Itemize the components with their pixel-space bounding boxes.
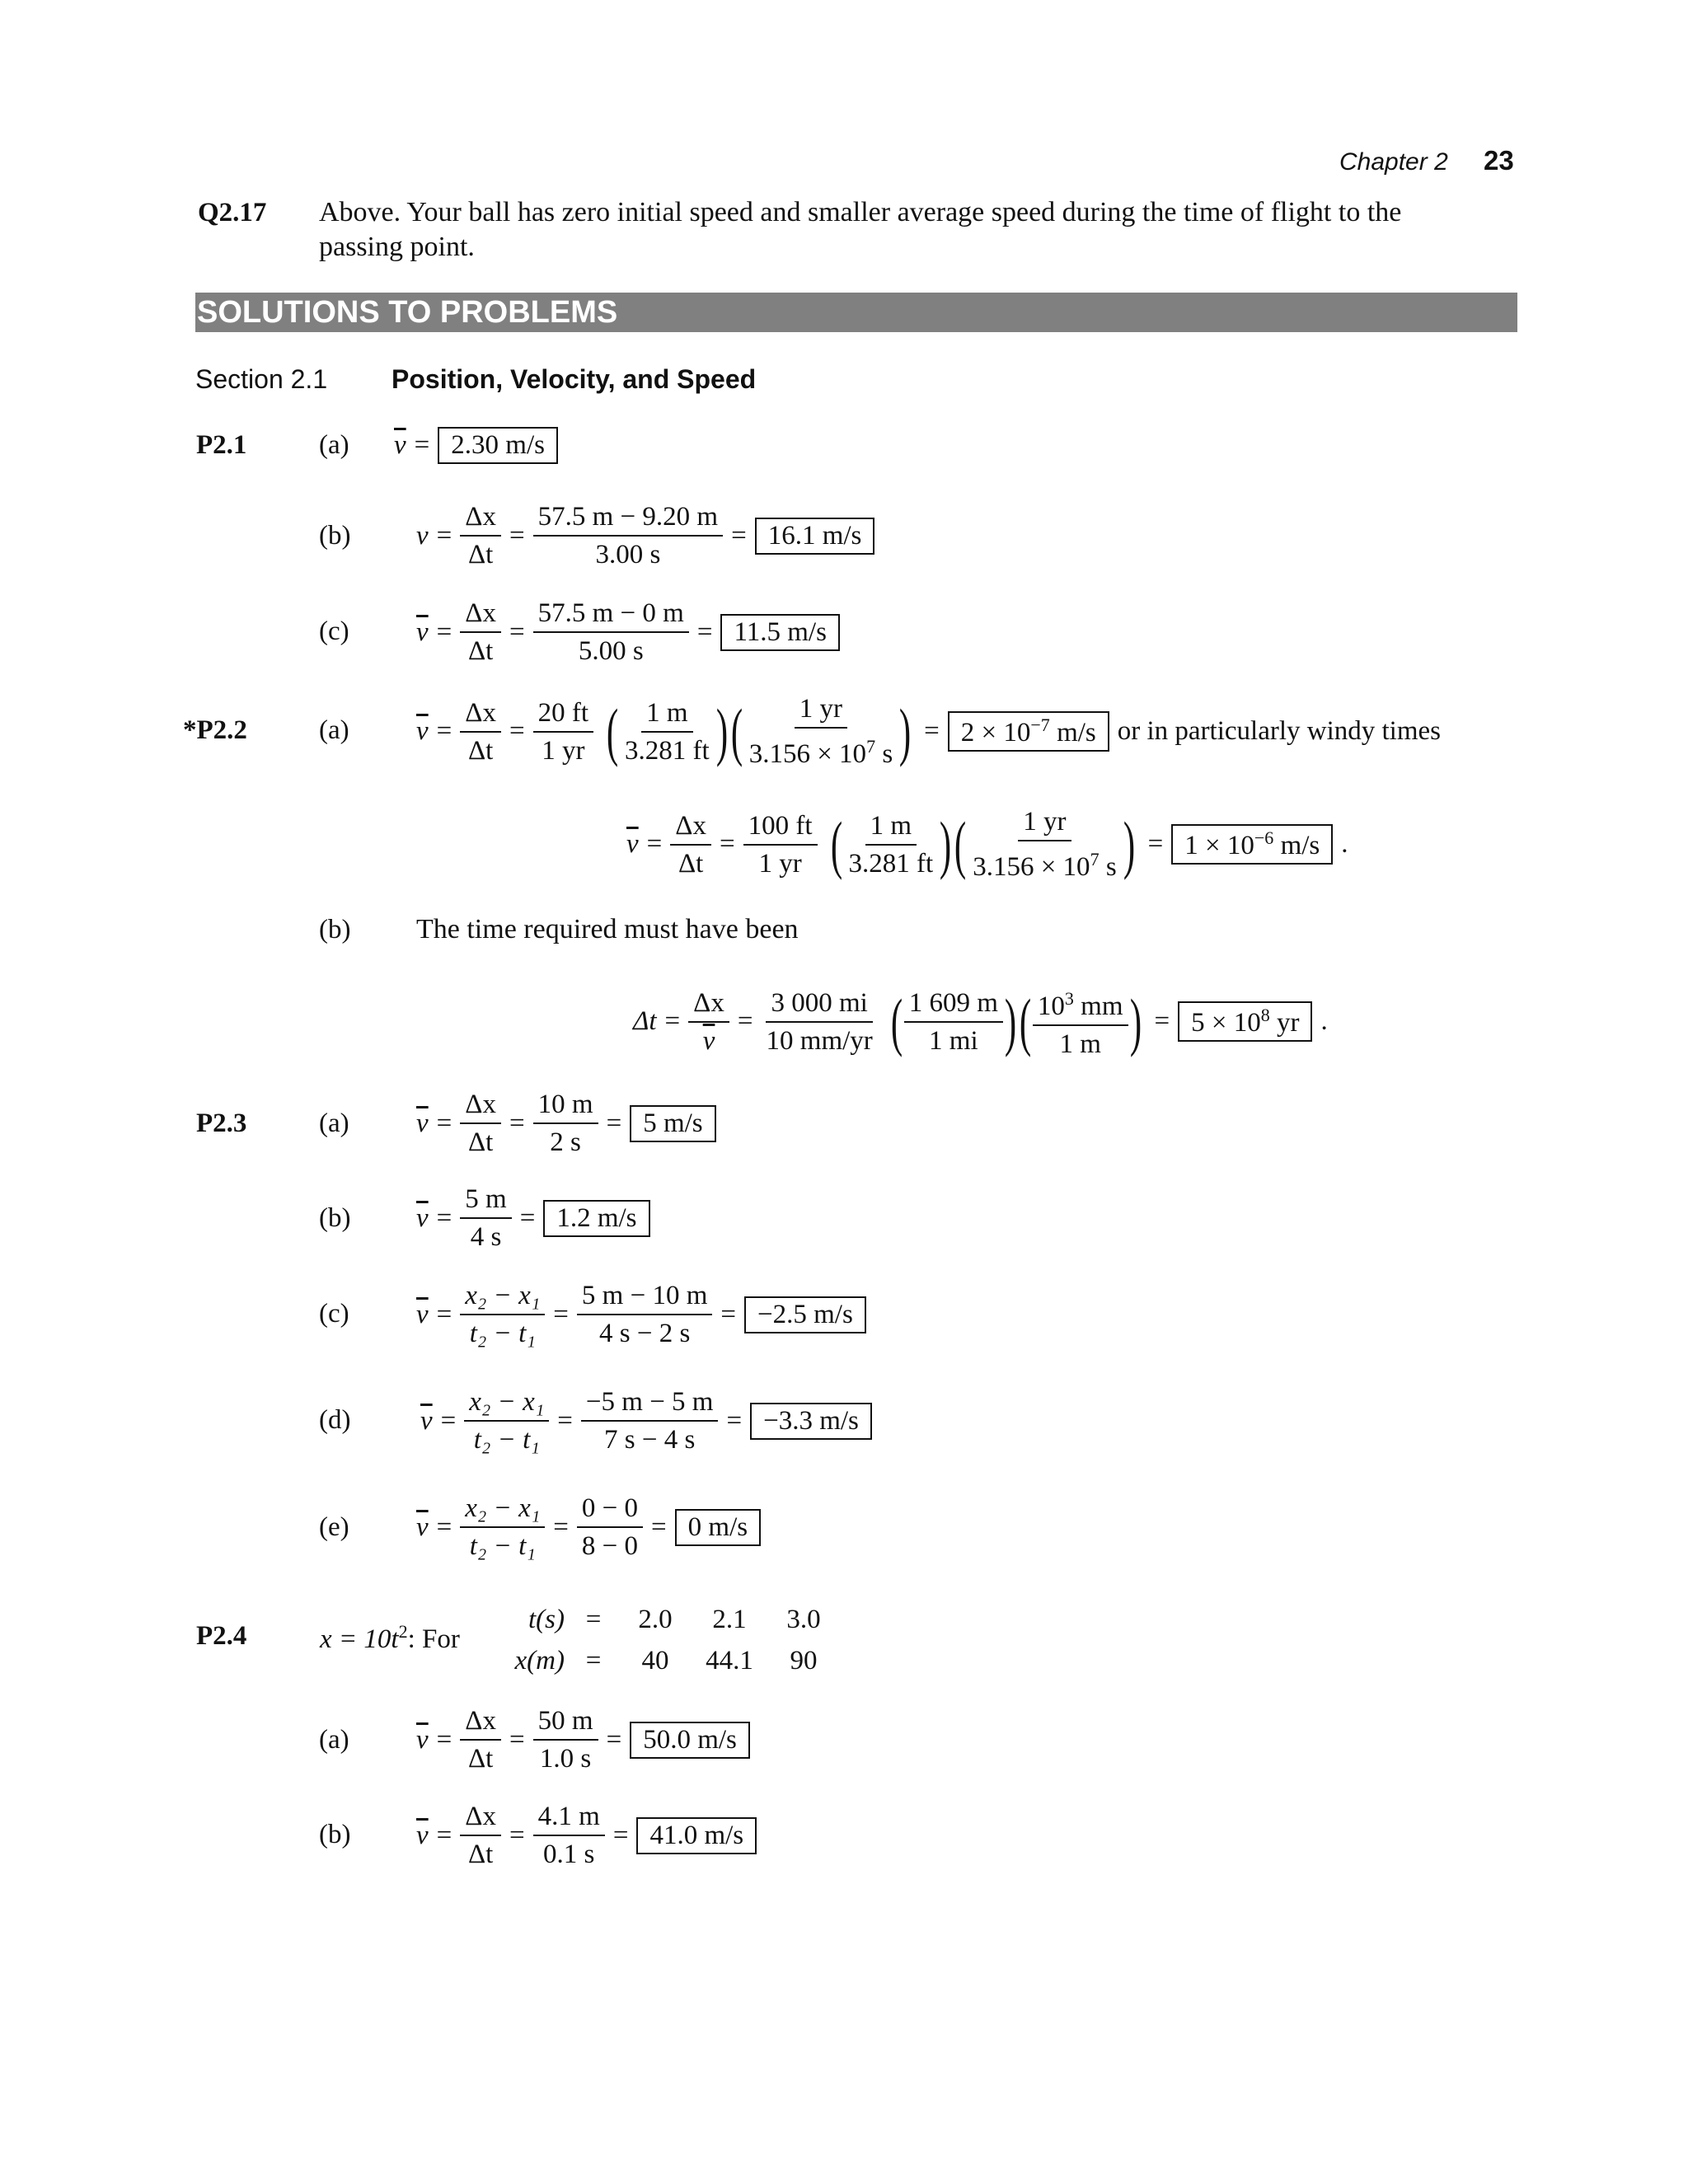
banner-title: SOLUTIONS TO PROBLEMS: [197, 295, 618, 330]
equals-sign: =: [664, 1006, 681, 1036]
frac-num: [1033, 981, 1128, 1026]
frac-num: Δx: [460, 595, 501, 633]
equals-sign: =: [606, 1724, 622, 1755]
right-paren: ): [715, 695, 728, 767]
frac-den: Δt: [678, 848, 704, 879]
p21b-equation: [416, 499, 883, 573]
p24a-equation: [416, 1703, 758, 1777]
fraction: [577, 1490, 643, 1564]
equals-sign: =: [436, 716, 452, 746]
left-paren: (: [606, 695, 619, 767]
frac-den: 4 s − 2 s: [599, 1319, 691, 1348]
q217-label: Q2.17: [198, 198, 267, 227]
intro-tail: : For: [407, 1624, 460, 1654]
equals-sign: =: [606, 1108, 622, 1138]
result-base: 5 × 10: [1191, 1008, 1261, 1038]
p21a-part: (a): [319, 430, 349, 460]
equals-sign: =: [436, 616, 452, 647]
fraction: [533, 1703, 598, 1777]
delta-t-symbol: Δt: [633, 1006, 657, 1036]
p23a-part: (a): [319, 1108, 349, 1138]
fraction: [620, 695, 715, 769]
equals-sign: =: [651, 1511, 667, 1542]
frac-num: Δx: [460, 1703, 501, 1741]
frac-num: Δx: [688, 985, 729, 1023]
fraction: [460, 1181, 511, 1255]
left-paren: (: [954, 808, 967, 880]
p22-label: *P2.2: [183, 715, 247, 745]
p21a-result: 2.30 m/s: [438, 427, 558, 464]
equals-sign: =: [436, 1511, 452, 1542]
row-eq: =: [585, 1604, 602, 1634]
equals-sign: =: [553, 1299, 569, 1329]
frac-num: 3 000 mi: [766, 985, 872, 1023]
frac-den: Δt: [467, 735, 494, 766]
fraction: [533, 595, 689, 669]
vbar-symbol: $\overline{v}$: [394, 430, 406, 460]
result-unit: m/s: [1280, 831, 1320, 860]
equals-sign: =: [436, 1820, 452, 1850]
fraction: [968, 804, 1121, 885]
result-unit: yr: [1276, 1008, 1300, 1038]
equals-sign: =: [440, 1405, 457, 1436]
frac-num: 4.1 m: [533, 1798, 605, 1836]
vbar-symbol: $\overline{v}$: [416, 716, 429, 746]
section-title: Position, Velocity, and Speed: [392, 364, 757, 394]
frac-num: 1 yr: [1018, 804, 1071, 841]
p24a-part: (a): [319, 1725, 349, 1755]
frac-den: t₂ − t₁: [469, 1319, 536, 1348]
fraction: [533, 1798, 605, 1872]
equals-sign: =: [509, 616, 525, 647]
frac-num: −5 m − 5 m: [581, 1384, 719, 1422]
p21b-part: (b): [319, 521, 351, 551]
p23-label: P2.3: [196, 1108, 247, 1138]
p23e-part: (e): [319, 1512, 349, 1542]
fraction: [844, 808, 939, 882]
p24-intro: [320, 1621, 460, 1655]
fraction: [460, 499, 501, 573]
frac-den: 2 s: [550, 1127, 581, 1157]
frac-den: 1 mi: [929, 1025, 978, 1056]
row-eq: =: [585, 1645, 602, 1675]
p23a-equation: [416, 1086, 724, 1160]
den-exp: 7: [866, 736, 876, 757]
p21c-result: 11.5 m/s: [720, 614, 839, 651]
frac-den: 3.281 ft: [625, 735, 710, 766]
equals-sign: =: [509, 520, 525, 551]
fraction: [533, 1086, 598, 1160]
frac-num: Δx: [460, 1798, 501, 1836]
intro-base: x = 10t: [320, 1624, 399, 1654]
p22a-equation: [416, 691, 1449, 772]
equals-sign: =: [696, 616, 713, 647]
p23e-result: 0 m/s: [675, 1509, 761, 1546]
right-paren: ): [1129, 985, 1142, 1057]
p24a-result: 50.0 m/s: [630, 1722, 750, 1759]
frac-num: 5 m: [460, 1181, 511, 1219]
equals-sign: =: [509, 1108, 525, 1138]
vbar-symbol: $\overline{v}$: [416, 616, 429, 647]
p22b-part: (b): [319, 915, 351, 944]
result-exp: 8: [1260, 1005, 1270, 1025]
equals-sign: =: [1147, 829, 1164, 859]
equals-sign: =: [519, 1202, 536, 1233]
right-paren: ): [940, 808, 952, 880]
table-cell: 3.0: [786, 1604, 821, 1634]
vbar-symbol: $\overline{v}$: [416, 1202, 429, 1233]
frac-num: Δx: [670, 808, 711, 846]
equals-sign: =: [924, 716, 940, 746]
p23c-part: (c): [319, 1299, 349, 1329]
equals-sign: =: [509, 1724, 525, 1755]
table-cell: 44.1: [706, 1645, 753, 1675]
frac-den: 1 yr: [542, 735, 585, 766]
den-unit: s: [882, 739, 893, 769]
den-base: 3.156 × 10: [973, 852, 1090, 882]
page-number: 23: [1484, 145, 1514, 176]
equals-sign: =: [646, 829, 663, 859]
equals-sign: =: [436, 1202, 452, 1233]
right-paren: ): [899, 695, 912, 767]
left-paren: (: [1019, 985, 1032, 1057]
p24b-equation: [416, 1798, 765, 1872]
vbar-symbol: $\overline{v}$: [420, 1405, 433, 1436]
p23b-part: (b): [319, 1203, 351, 1233]
p22a-result: [948, 711, 1109, 752]
p21c-equation: [416, 595, 848, 669]
num-base: 10: [1037, 991, 1065, 1021]
equals-sign: =: [1154, 1006, 1170, 1036]
row-label: x(m): [514, 1645, 565, 1675]
frac-den: 0.1 s: [543, 1840, 595, 1869]
fraction: [460, 695, 501, 769]
frac-num: 50 m: [533, 1703, 598, 1741]
frac-num: 20 ft: [533, 695, 593, 733]
equals-sign: =: [726, 1405, 743, 1436]
p23e-equation: [416, 1490, 769, 1564]
fraction: [670, 808, 711, 882]
frac-num: Δx: [460, 695, 501, 733]
left-paren: (: [730, 695, 743, 767]
right-paren: ): [1004, 985, 1017, 1057]
p24b-part: (b): [319, 1820, 351, 1849]
frac-den: 7 s − 4 s: [604, 1425, 696, 1455]
table-row: [482, 1640, 837, 1681]
intro-exp: 2: [398, 1621, 408, 1642]
fraction: [464, 1384, 549, 1458]
equals-sign: =: [436, 520, 452, 551]
p23d-part: (d): [319, 1405, 351, 1435]
result-base: 1 × 10: [1184, 831, 1254, 860]
equals-sign: =: [612, 1820, 629, 1850]
equals-sign: =: [720, 1299, 736, 1329]
frac-den: t₂ − t₁: [473, 1425, 540, 1455]
fraction: [762, 985, 878, 1059]
p23b-equation: [416, 1181, 659, 1255]
frac-den: 1 m: [1059, 1029, 1101, 1059]
p23c-result: −2.5 m/s: [744, 1296, 866, 1333]
table-row: [482, 1599, 837, 1640]
fraction: [533, 695, 593, 769]
fraction: [460, 1277, 545, 1352]
frac-num: 1 yr: [795, 691, 847, 729]
fraction: [460, 1798, 501, 1872]
p21b-result: 16.1 m/s: [755, 518, 875, 555]
equals-sign: =: [731, 520, 747, 551]
frac-den: 8 − 0: [581, 1531, 639, 1561]
frac-den: 5.00 s: [578, 636, 644, 666]
frac-den: [744, 729, 898, 772]
p22a2-result: [1171, 824, 1333, 865]
p24-label: P2.4: [196, 1621, 247, 1651]
table-cell: 40: [641, 1645, 669, 1675]
section-number: Section 2.1: [195, 364, 328, 394]
fraction: [460, 1703, 501, 1777]
table-cell: 2.1: [712, 1604, 747, 1634]
equals-sign: =: [436, 1108, 452, 1138]
frac-num: 1 m: [641, 695, 692, 733]
p23d-result: −3.3 m/s: [750, 1403, 872, 1440]
fraction: [743, 808, 818, 882]
p22b-equation: [633, 981, 1336, 1062]
p21a-equation: [394, 427, 566, 464]
frac-num: 100 ft: [743, 808, 818, 846]
fraction: [581, 1384, 719, 1458]
equals-sign: =: [509, 716, 525, 746]
frac-num: 57.5 m − 0 m: [533, 595, 689, 633]
equals-sign: =: [737, 1006, 753, 1036]
frac-num: Δx: [460, 1086, 501, 1124]
den-unit: s: [1105, 852, 1117, 882]
frac-num: 1 m: [865, 808, 917, 846]
equals-sign: =: [557, 1405, 573, 1436]
p23b-result: 1.2 m/s: [543, 1200, 649, 1237]
equals-sign: =: [414, 430, 430, 460]
den-exp: 7: [1090, 849, 1100, 869]
vbar-symbol: $\overline{v}$: [626, 829, 639, 859]
frac-num: Δx: [460, 499, 501, 537]
frac-den: Δt: [467, 636, 494, 666]
fraction: [904, 985, 1003, 1059]
frac-num: 10 m: [533, 1086, 598, 1124]
equals-sign: =: [436, 1724, 452, 1755]
fraction: [533, 499, 723, 573]
left-paren: (: [830, 808, 842, 880]
equals-sign: =: [509, 1820, 525, 1850]
frac-den: 1.0 s: [539, 1744, 592, 1774]
table-cell: 90: [790, 1645, 818, 1675]
num-exp: 3: [1064, 988, 1074, 1009]
frac-den: 3.281 ft: [848, 848, 934, 879]
fraction: [577, 1277, 712, 1352]
equals-sign: =: [553, 1511, 569, 1542]
p24-table: [482, 1599, 837, 1681]
frac-den: t₂ − t₁: [469, 1531, 536, 1561]
equals-sign: =: [720, 829, 735, 859]
vbar-symbol: $\overline{v}$: [416, 1820, 429, 1850]
table-cell: 2.0: [638, 1604, 673, 1634]
result-exp: −6: [1254, 827, 1274, 848]
frac-num: 1 609 m: [904, 985, 1003, 1023]
v-symbol: v: [416, 520, 429, 551]
frac-num: 57.5 m − 9.20 m: [533, 499, 723, 537]
frac-den: 4 s: [470, 1222, 502, 1252]
result-base: 2 × 10: [960, 718, 1031, 748]
p24b-result: 41.0 m/s: [636, 1817, 757, 1854]
frac-num: x₂ − x₁: [460, 1277, 545, 1315]
left-paren: (: [890, 985, 903, 1057]
chapter-label: Chapter 2: [1339, 148, 1448, 176]
vbar-symbol: $\overline{v}$: [416, 1511, 429, 1542]
equals-sign: =: [436, 1299, 452, 1329]
p21-label: P2.1: [196, 430, 247, 460]
fraction: [460, 1490, 545, 1564]
p22b-result: [1178, 1001, 1312, 1042]
frac-den: v: [702, 1025, 715, 1056]
q217-text-line1: Above. Your ball has zero initial speed and smaller average speed during the time of flight to the: [319, 197, 1402, 227]
p22b-text: The time required must have been: [416, 914, 799, 944]
frac-den: Δt: [467, 1744, 494, 1774]
q217-text-line2: passing point.: [319, 232, 475, 262]
frac-num: x₂ − x₁: [460, 1490, 545, 1528]
p22a2-equation: [626, 804, 1357, 885]
result-exp: −7: [1030, 715, 1050, 735]
solutions-banner: [195, 293, 1517, 332]
fraction: [460, 1086, 501, 1160]
p21c-part: (c): [319, 616, 349, 646]
fraction: [688, 985, 729, 1059]
den-base: 3.156 × 10: [748, 739, 867, 769]
p23a-result: 5 m/s: [630, 1105, 715, 1142]
fraction: [1033, 981, 1128, 1062]
frac-den: 1 yr: [758, 848, 802, 879]
frac-num: 0 − 0: [577, 1490, 643, 1528]
p23c-equation: [416, 1277, 874, 1352]
frac-den: Δt: [467, 540, 494, 569]
frac-den: Δt: [467, 1840, 494, 1869]
row-label: t(s): [528, 1604, 565, 1634]
frac-den: Δt: [467, 1127, 494, 1157]
fraction: [460, 595, 501, 669]
p22a-tail: or in particularly windy times: [1117, 716, 1441, 746]
p22a-part: (a): [319, 715, 349, 745]
frac-num: 5 m − 10 m: [577, 1277, 712, 1315]
vbar-symbol: $\overline{v}$: [416, 1299, 429, 1329]
frac-den: 3.00 s: [595, 540, 661, 569]
frac-den: 10 mm/yr: [766, 1025, 873, 1056]
period: .: [1341, 829, 1348, 859]
right-paren: ): [1123, 808, 1135, 880]
p23d-equation: [420, 1384, 880, 1458]
vbar-symbol: $\overline{v}$: [416, 1724, 429, 1755]
result-unit: m/s: [1057, 718, 1096, 748]
vbar-symbol: $\overline{v}$: [416, 1108, 429, 1138]
frac-den: [968, 841, 1121, 885]
fraction: [744, 691, 898, 772]
frac-num: x₂ − x₁: [464, 1384, 549, 1422]
num-unit: mm: [1081, 991, 1123, 1021]
period: .: [1320, 1006, 1328, 1036]
